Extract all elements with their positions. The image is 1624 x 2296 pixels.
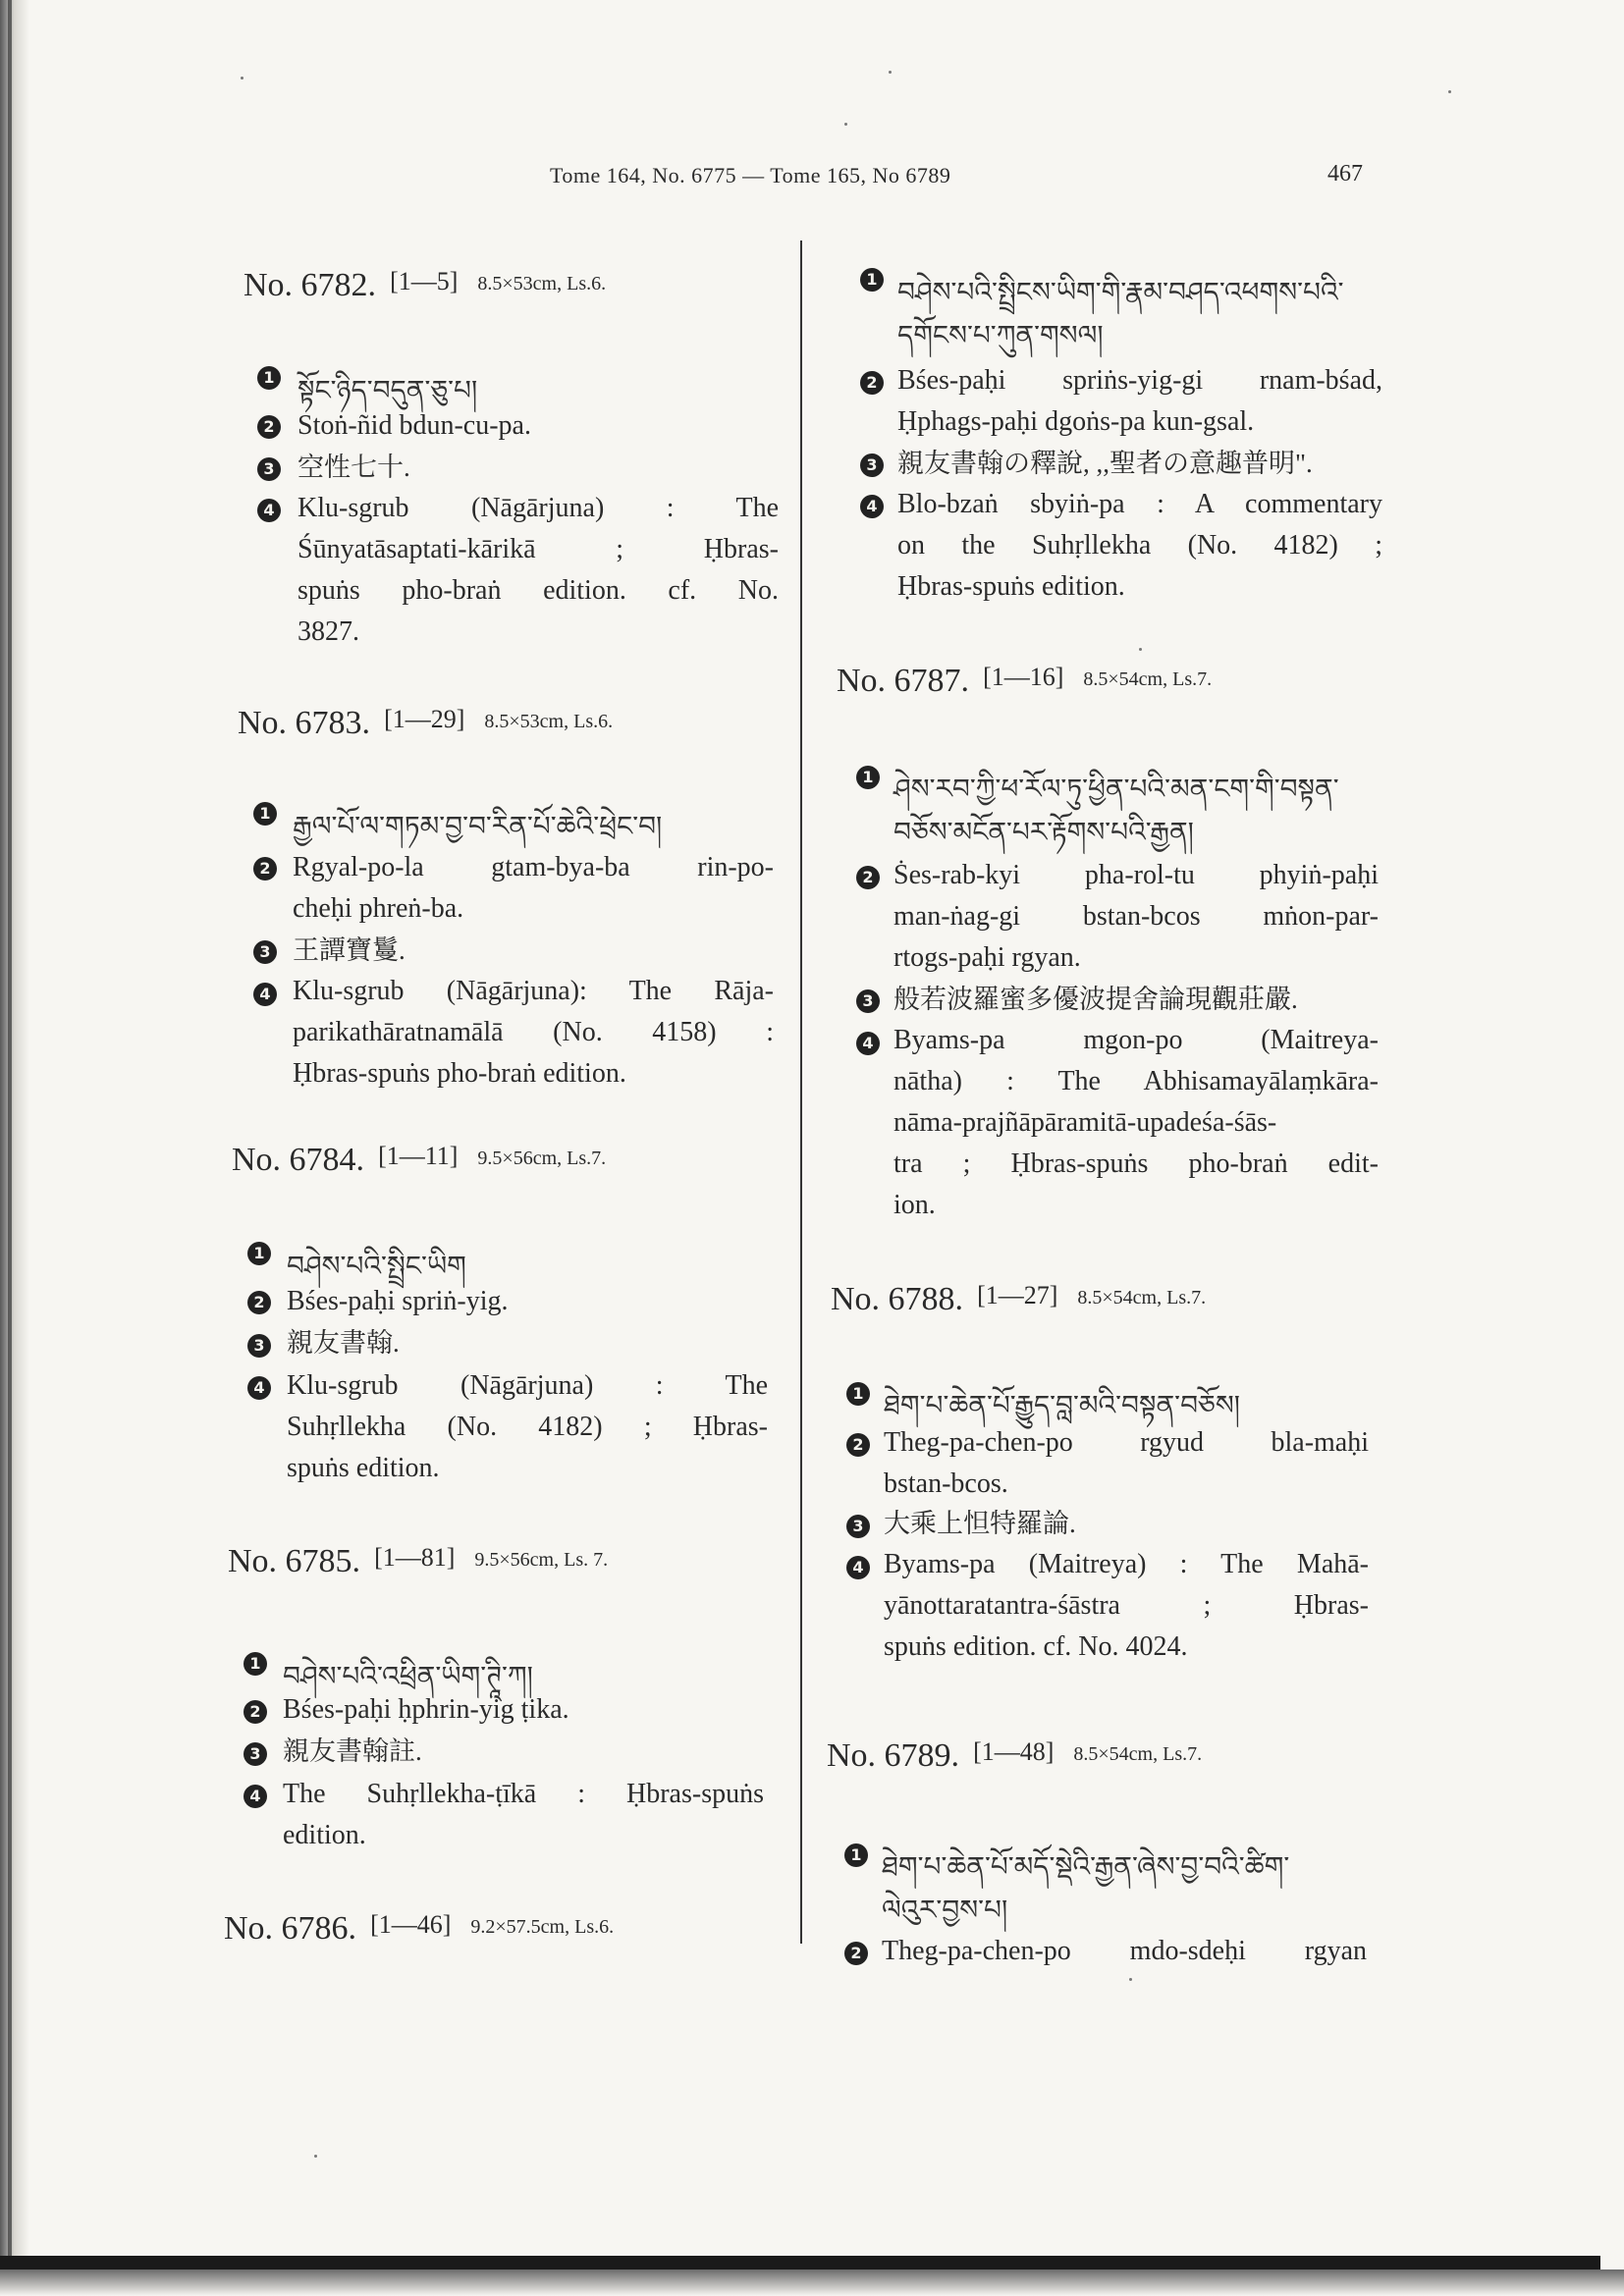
bottom-scan-shadow bbox=[0, 2269, 1624, 2296]
speck bbox=[241, 77, 244, 80]
marker-3: 3 bbox=[247, 1334, 271, 1358]
description-line: Śūnyatāsaptati-kārikā ; Ḥbras- bbox=[298, 534, 779, 564]
dimensions: 9.2×57.5cm, Ls.6. bbox=[470, 1916, 615, 1938]
marker-2: 2 bbox=[257, 415, 281, 439]
transliteration: Bśes-paḥi spriṅs-yig-gi rnam-bśad, bbox=[897, 365, 1382, 396]
transliteration: Bśes-paḥi ḥphrin-yig ṭika. bbox=[283, 1694, 569, 1725]
folio-range: [1—16] bbox=[983, 663, 1064, 691]
description-line: Blo-bzaṅ sbyiṅ-pa : A commentary bbox=[897, 489, 1382, 519]
tibetan-title: རྒྱལ་པོ་ལ་གཏམ་བྱ་བ་རིན་པོ་ཆེའི་ཕྲེང་བ། bbox=[293, 810, 663, 842]
transliteration: Theg-pa-chen-po mdo-sdeḥi rgyan bbox=[882, 1936, 1367, 1966]
marker-4: 4 bbox=[856, 1032, 880, 1055]
chinese-title: 大乘上怛特羅論. bbox=[884, 1509, 1076, 1538]
transliteration: bstan-bcos. bbox=[884, 1468, 1008, 1499]
entry-number: No. 6782. bbox=[244, 267, 377, 303]
chinese-title: 親友書翰. bbox=[287, 1328, 400, 1358]
marker-1: 1 bbox=[257, 366, 281, 390]
folio-range: [1—29] bbox=[384, 705, 465, 733]
dimensions: 9.5×56cm, Ls.7. bbox=[477, 1148, 607, 1169]
description-line: parikathāratnamālā (No. 4158) : bbox=[293, 1017, 774, 1047]
entry-number: No. 6784. bbox=[232, 1142, 365, 1178]
speck bbox=[1448, 90, 1451, 93]
tibetan-title: བཤེས་པའི་སྤྲིང་ཡིག bbox=[287, 1250, 466, 1282]
transliteration: cheḥi phreṅ-ba. bbox=[293, 893, 464, 924]
marker-2: 2 bbox=[247, 1291, 271, 1314]
marker-1: 1 bbox=[247, 1242, 271, 1265]
marker-4: 4 bbox=[257, 499, 281, 522]
description-line: Ḥbras-spuṅs pho-braṅ edition. bbox=[293, 1058, 626, 1089]
chinese-title: 空性七十. bbox=[298, 453, 410, 482]
dimensions: 8.5×54cm, Ls.7. bbox=[1077, 1287, 1207, 1308]
speck bbox=[889, 71, 892, 74]
description-line: The Suhṛllekha-ṭīkā : Ḥbras-spuṅs bbox=[283, 1779, 764, 1809]
transliteration: Stoṅ-ñid bdun-cu-pa. bbox=[298, 410, 531, 441]
marker-2: 2 bbox=[244, 1700, 267, 1724]
description-line: Suhṛllekha (No. 4182) ; Ḥbras- bbox=[287, 1412, 768, 1442]
marker-1: 1 bbox=[844, 1843, 868, 1867]
marker-4: 4 bbox=[846, 1556, 870, 1579]
marker-4: 4 bbox=[244, 1785, 267, 1808]
tibetan-title: བཤེས་པའི་སྤྲིངས་ཡིག་གི་རྣམ་བཤད་འཕགས་པའི་ bbox=[897, 276, 1344, 308]
marker-1: 1 bbox=[846, 1382, 870, 1406]
folio-range: [1—46] bbox=[370, 1910, 452, 1939]
marker-4: 4 bbox=[253, 983, 277, 1006]
tibetan-title: ཐེག་པ་ཆེན་པོ་མདོ་སྡེའི་རྒྱན་ཞེས་བྱ་བའི་ཚིག་ bbox=[882, 1850, 1290, 1883]
chinese-title: 親友書翰註. bbox=[283, 1736, 422, 1766]
entry-number: No. 6787. bbox=[837, 663, 970, 699]
description-line: Ḥbras-spuṅs edition. bbox=[897, 571, 1125, 602]
marker-3: 3 bbox=[856, 989, 880, 1013]
entry-heading-6787 bbox=[837, 663, 1212, 700]
entry-heading-6785 bbox=[228, 1543, 608, 1580]
tibetan-title: དགོངས་པ་ཀུན་གསལ། bbox=[897, 319, 1104, 351]
tibetan-title: ལེའུར་བྱས་པ། bbox=[882, 1894, 1008, 1926]
description-line: on the Suhṛllekha (No. 4182) ; bbox=[897, 530, 1382, 561]
description-line: Klu-sgrub (Nāgārjuna) : The bbox=[287, 1370, 768, 1401]
dimensions: 8.5×54cm, Ls.7. bbox=[1073, 1743, 1203, 1765]
marker-3: 3 bbox=[244, 1742, 267, 1766]
marker-1: 1 bbox=[856, 766, 880, 789]
description-line: ion. bbox=[893, 1190, 936, 1220]
entry-number: No. 6788. bbox=[831, 1281, 964, 1317]
description-line: Byams-pa mgon-po (Maitreya- bbox=[893, 1025, 1379, 1055]
column-divider bbox=[800, 240, 802, 1944]
tibetan-title: བཅོས་མངོན་པར་རྟོགས་པའི་རྒྱན། bbox=[893, 816, 1194, 848]
bottom-scan-border bbox=[0, 2256, 1600, 2269]
chinese-title: 親友書翰の釋說, ,,聖者の意趣普明". bbox=[897, 449, 1313, 478]
speck bbox=[314, 2155, 317, 2158]
entry-heading-6782 bbox=[244, 267, 606, 304]
entry-heading-6786 bbox=[224, 1910, 614, 1948]
chinese-title: 般若波羅蜜多優波提舍論現觀莊嚴. bbox=[893, 985, 1298, 1014]
description-line: nātha) : The Abhisamayālaṃkāra- bbox=[893, 1066, 1379, 1096]
description-line: Klu-sgrub (Nāgārjuna): The Rāja- bbox=[293, 976, 774, 1006]
running-header: Tome 164, No. 6775 — Tome 165, No 6789 bbox=[550, 163, 951, 187]
marker-2: 2 bbox=[846, 1433, 870, 1457]
folio-range: [1—27] bbox=[977, 1281, 1058, 1309]
dimensions: 8.5×54cm, Ls.7. bbox=[1083, 668, 1213, 690]
description-line: yānottaratantra-śāstra ; Ḥbras- bbox=[884, 1590, 1369, 1621]
dimensions: 9.5×56cm, Ls. 7. bbox=[474, 1549, 609, 1571]
tibetan-title: བཤེས་པའི་འཕྲིན་ཡིག་ཊཱི་ཀ། bbox=[283, 1660, 533, 1692]
entry-number: No. 6785. bbox=[228, 1543, 361, 1579]
marker-2: 2 bbox=[860, 371, 884, 395]
marker-4: 4 bbox=[247, 1376, 271, 1400]
chinese-title: 王譚寶鬘. bbox=[293, 935, 406, 965]
tibetan-title: ཐེག་པ་ཆེན་པོ་རྒྱུད་བླ་མའི་བསྟན་བཅོས། bbox=[884, 1389, 1240, 1421]
speck bbox=[1129, 1978, 1132, 1981]
marker-3: 3 bbox=[860, 454, 884, 477]
marker-3: 3 bbox=[257, 457, 281, 481]
page-number: 467 bbox=[1327, 161, 1363, 187]
entry-heading-6788 bbox=[831, 1281, 1206, 1318]
description-line: edition. bbox=[283, 1820, 366, 1850]
description-line: spuṅs edition. bbox=[287, 1453, 440, 1483]
description-line: spuṅs edition. cf. No. 4024. bbox=[884, 1631, 1188, 1662]
transliteration: Rgyal-po-la gtam-bya-ba rin-po- bbox=[293, 852, 774, 882]
transliteration: Ḥphags-paḥi dgoṅs-pa kun-gsal. bbox=[897, 406, 1255, 437]
transliteration: Theg-pa-chen-po rgyud bla-maḥi bbox=[884, 1427, 1369, 1458]
marker-3: 3 bbox=[253, 940, 277, 964]
marker-1: 1 bbox=[253, 802, 277, 826]
folio-range: [1—5] bbox=[390, 267, 459, 295]
description-line: 3827. bbox=[298, 616, 359, 647]
entry-heading-6789 bbox=[827, 1737, 1202, 1775]
entry-number: No. 6786. bbox=[224, 1910, 357, 1947]
binding-edge-shadow bbox=[0, 0, 29, 2296]
dimensions: 8.5×53cm, Ls.6. bbox=[484, 711, 614, 732]
marker-3: 3 bbox=[846, 1515, 870, 1538]
description-line: nāma-prajñāpāramitā-upadeśa-śās- bbox=[893, 1107, 1277, 1138]
description-line: tra ; Ḥbras-spuṅs pho-braṅ edit- bbox=[893, 1148, 1379, 1179]
description-line: Klu-sgrub (Nāgārjuna) : The bbox=[298, 493, 779, 523]
marker-2: 2 bbox=[253, 857, 277, 881]
description-line: Byams-pa (Maitreya) : The Mahā- bbox=[884, 1549, 1369, 1579]
tibetan-title: སྟོང་ཉིད་བདུན་ཅུ་པ། bbox=[298, 374, 478, 406]
folio-range: [1—81] bbox=[374, 1543, 456, 1572]
marker-2: 2 bbox=[844, 1942, 868, 1965]
marker-4: 4 bbox=[860, 495, 884, 518]
binding-edge-line bbox=[8, 0, 12, 2258]
transliteration: rtogs-paḥi rgyan. bbox=[893, 942, 1081, 973]
transliteration: Bśes-paḥi spriṅ-yig. bbox=[287, 1286, 509, 1316]
dimensions: 8.5×53cm, Ls.6. bbox=[477, 273, 607, 294]
transliteration: Ṡes-rab-kyi pha-rol-tu phyiṅ-paḥi bbox=[893, 860, 1379, 890]
marker-1: 1 bbox=[244, 1652, 267, 1676]
folio-range: [1—11] bbox=[378, 1142, 459, 1170]
tibetan-title: ཤེས་རབ་ཀྱི་ཕ་རོལ་ཏུ་ཕྱིན་པའི་མན་ངག་གི་བསྟན་ bbox=[893, 773, 1339, 805]
speck bbox=[1139, 648, 1142, 651]
marker-1: 1 bbox=[860, 268, 884, 292]
description-line: spuṅs pho-braṅ edition. cf. No. bbox=[298, 575, 779, 606]
folio-range: [1—48] bbox=[973, 1737, 1055, 1766]
marker-2: 2 bbox=[856, 866, 880, 889]
transliteration: man-ṅag-gi bstan-bcos mṅon-par- bbox=[893, 901, 1379, 932]
speck bbox=[844, 123, 847, 126]
entry-heading-6783 bbox=[238, 705, 613, 742]
entry-number: No. 6783. bbox=[238, 705, 371, 741]
entry-heading-6784 bbox=[232, 1142, 606, 1179]
entry-number: No. 6789. bbox=[827, 1737, 960, 1774]
